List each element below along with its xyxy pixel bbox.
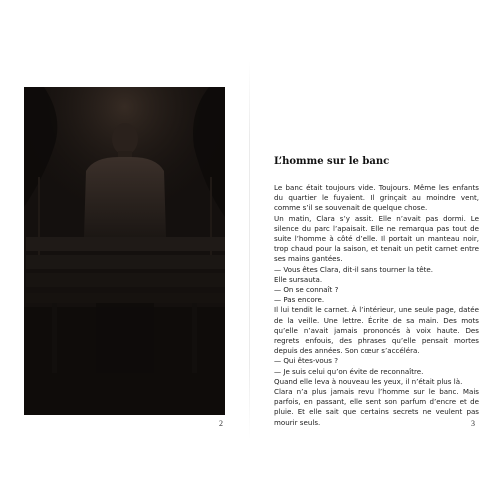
right-page-number: 3 [471,419,475,428]
chapter-body [274,183,479,428]
chapter-title: L’homme sur le banc [274,156,390,167]
paragraph: — Pas encore. [274,295,325,305]
paragraph: Un matin, Clara s’y assit. Elle n’avait pas dormi. Le silence du parc l’apaisait. Elle ne remarqua pas tout de suite l’homme à côté d’elle. Il portait un manteau noir, trop chaud pour la saison, et tenait un petit carnet entre ses mains gantées. [274,213,479,264]
paragraph: Quand elle leva à nouveau les yeux, il n’était plus là. [274,376,463,386]
book-gutter [249,60,250,440]
paragraph: — Vous êtes Clara, dit-il sans tourner la tête. [274,264,434,274]
left-page-number: 2 [219,419,223,428]
paragraph: Elle sursauta. [274,274,323,284]
illustration-man-on-bench [24,87,225,415]
paragraph: Le banc était toujours vide. Toujours. Même les enfants du quartier le fuyaient. Il grinçait au moindre vent, comme s’il se souvenait de quelque chose. [274,183,479,213]
paragraph: Il lui tendit le carnet. À l’intérieur, une seule page, datée de la veille. Une lettre. Écrite de sa main. Des mots qu’elle n’avait jamais prononcés à voix haute. Des regrets enfouis, des phrases qu’elle pensait mortes depuis des années. Son cœur s’accéléra. [274,305,479,356]
paragraph: Clara n’a plus jamais revu l’homme sur le banc. Mais parfois, en passant, elle sent son parfum d’encre et de pluie. Et elle sait que certains secrets ne veulent pas mourir seuls. [274,387,479,427]
paragraph: — Qui êtes-vous ? [274,356,338,366]
paragraph: — Je suis celui qu’on évite de reconnaître. [274,366,424,376]
paragraph: — On se connaît ? [274,285,339,295]
